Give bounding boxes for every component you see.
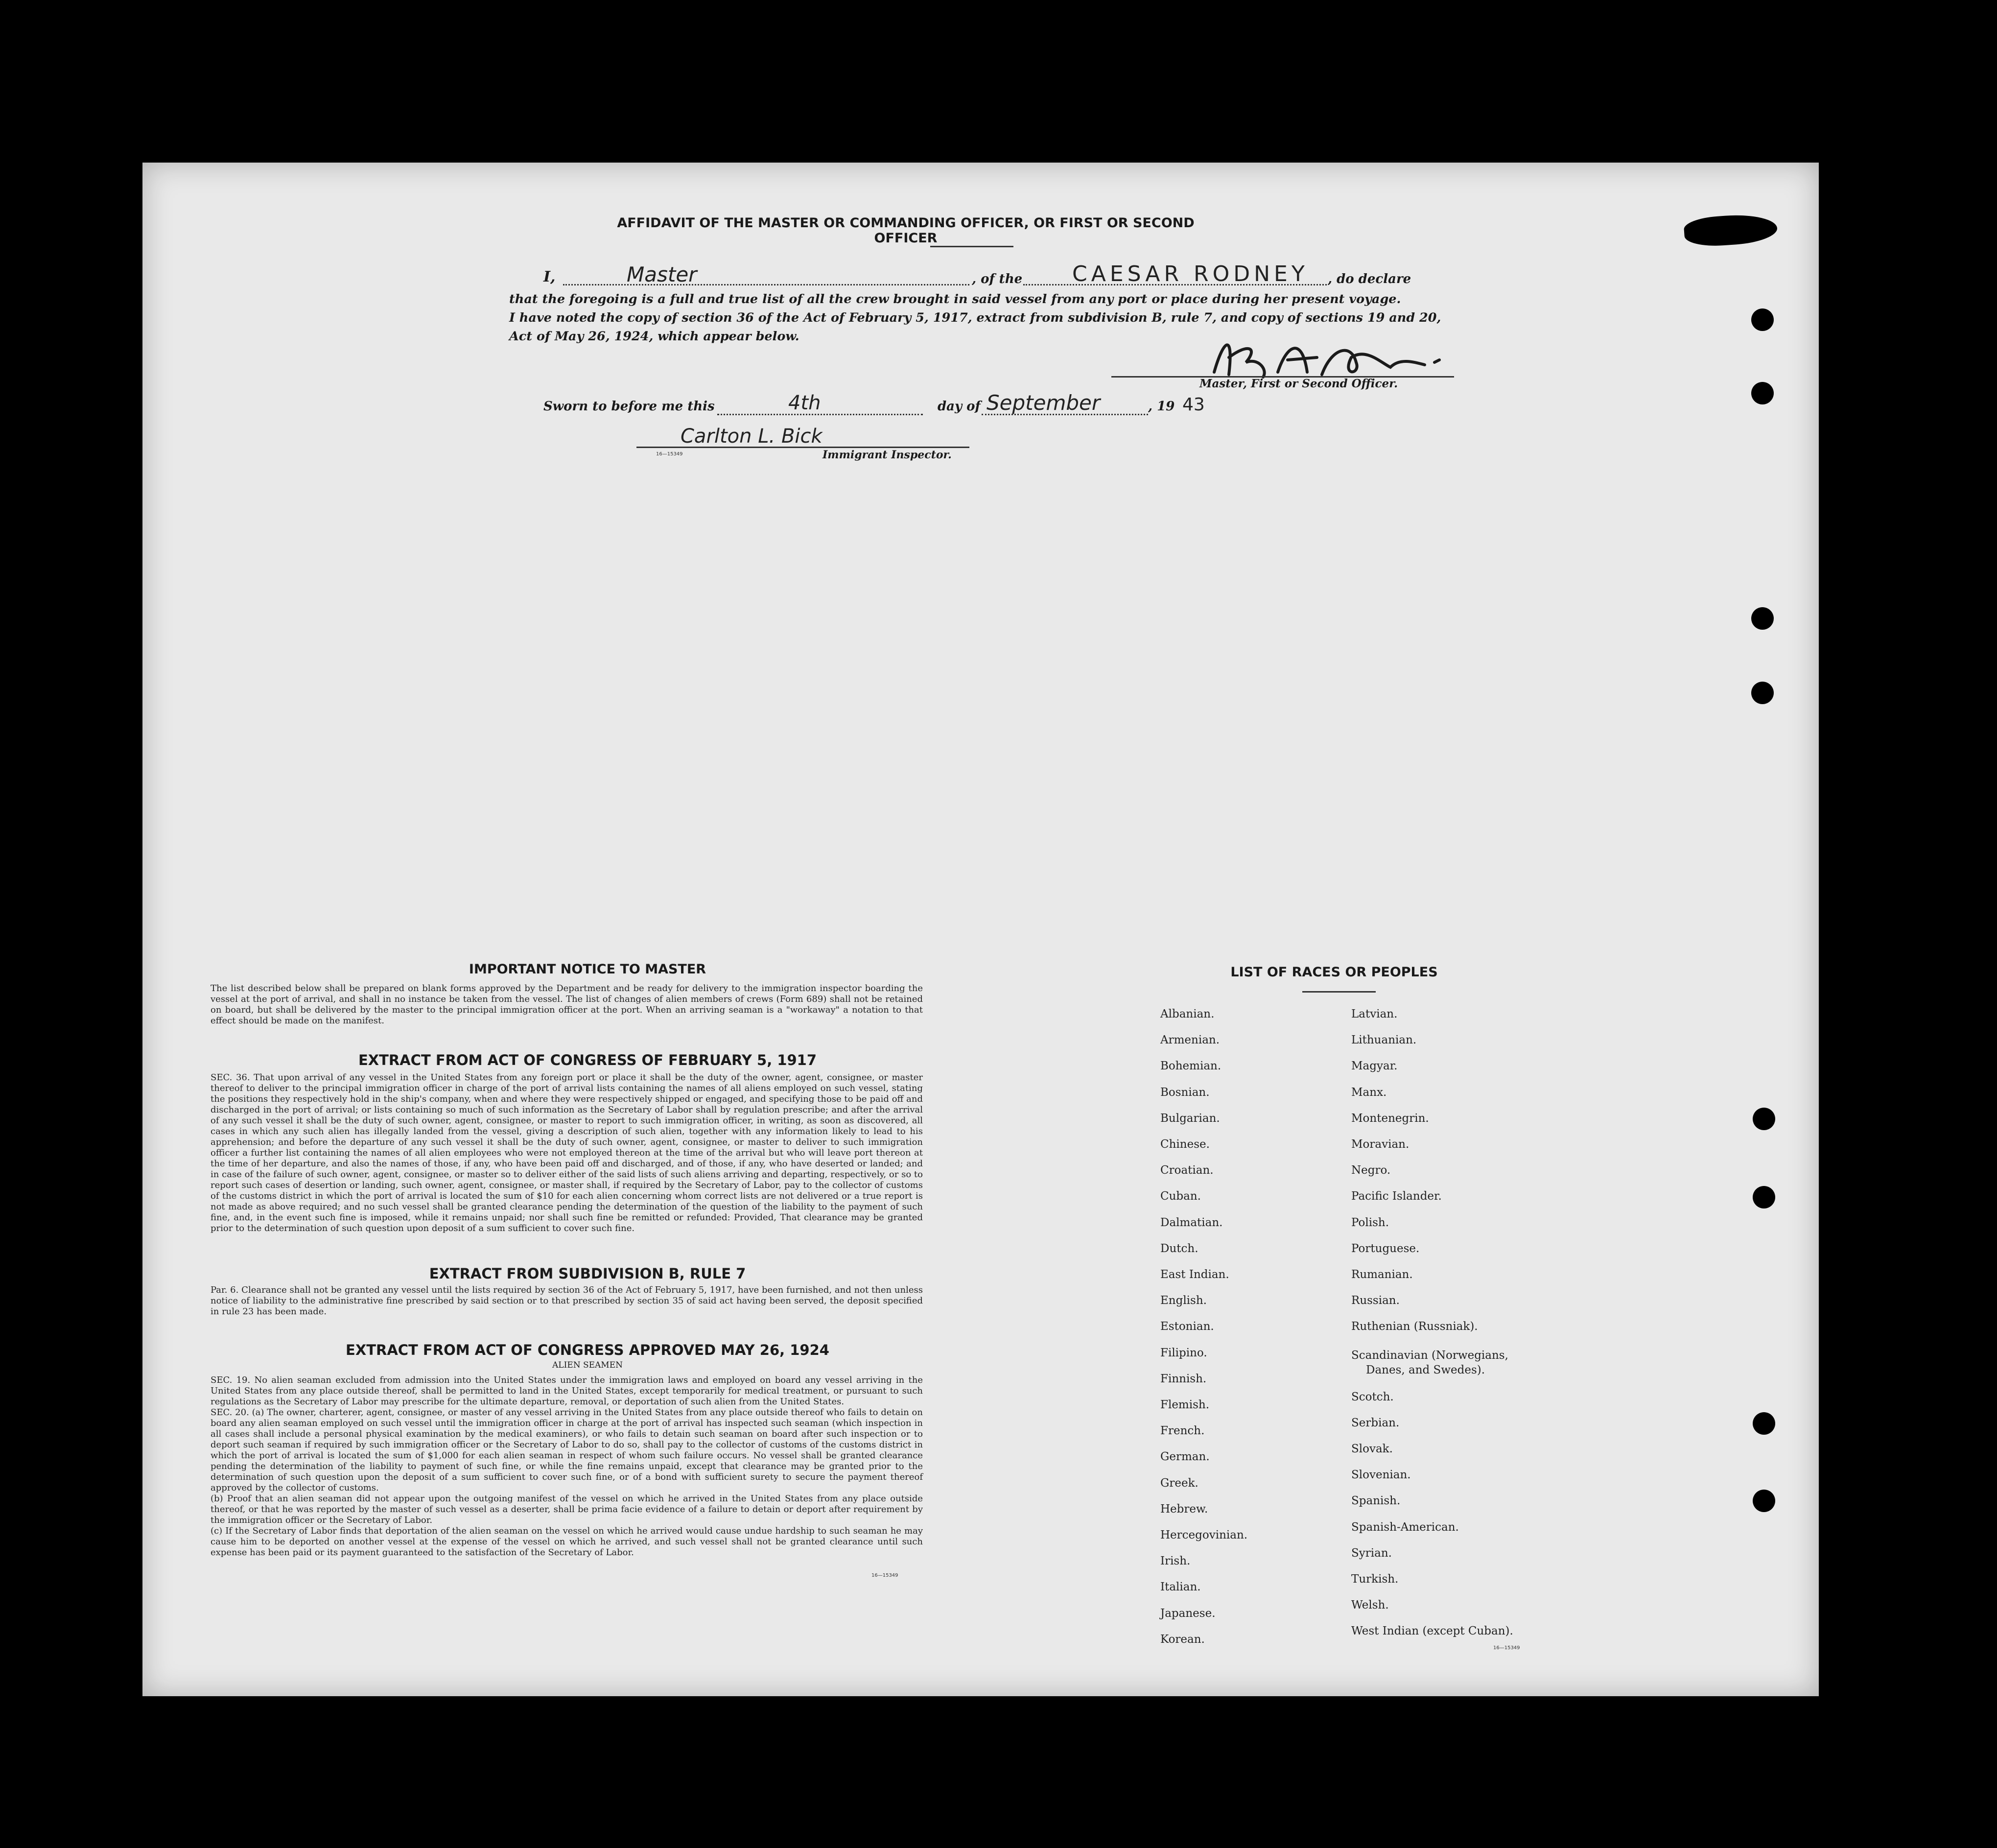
race-item: Magyar. <box>1351 1060 1398 1073</box>
race-item: Welsh. <box>1351 1599 1389 1612</box>
body-line-1: that the foregoing is a full and true list of all the crew brought in said vessel from any port or place during her present voyage. <box>509 292 1401 307</box>
punch-hole <box>1751 382 1774 404</box>
race-item: Moravian. <box>1351 1138 1410 1151</box>
inspector-caption: Immigrant Inspector. <box>822 449 952 461</box>
race-item: East Indian. <box>1160 1268 1229 1281</box>
extract-1924-title: EXTRACT FROM ACT OF CONGRESS APPROVED MAY 26, 1924 <box>346 1342 829 1358</box>
race-item: Croatian. <box>1160 1164 1214 1177</box>
year-printed: , 19 <box>1148 399 1175 414</box>
sec20a-text: SEC. 20. (a) The owner, charterer, agent, consignee, or master of any vessel arriving in the United States from any place outside thereof who fails to detain on board any alien seaman employed on such vessel until the immigration officer in charge at the port of arrival has inspected such seaman (which inspection in all cases shall include a personal physical examination by the medical examiners), or who fails to detain such seaman on board after such inspection or to deport such seaman if required by such immigration officer or the Secretary of Labor to do so, shall pay to the collector of customs of the customs district in which the port of arrival is located the sum of $1,000 for each alien seaman in respect of whom such failure occurs. No vessel shall be granted clearance pending the determination of the liability to payment of such fine, or while the fine remains unpaid, except that clearance may be granted prior to the determination of such question upon the deposit of a sum sufficient to cover such fine, or of a bond with sufficient surety to secure the payment thereof approved by the collector of customs. <box>211 1407 923 1493</box>
punch-hole <box>1753 1412 1775 1435</box>
extract-1924-subtitle: ALIEN SEAMEN <box>552 1360 623 1370</box>
race-item: West Indian (except Cuban). <box>1351 1625 1513 1638</box>
race-item: Spanish-American. <box>1351 1520 1459 1534</box>
punch-hole <box>1753 1108 1775 1130</box>
extract-rule7-text: Par. 6. Clearance shall not be granted any vessel until the lists required by section 36 of the Act of February 5, 1917, have been furnished, and not then unless notice of liability to the administrative fine prescribed by said section or to that prescribed by section 35 of said act having been served, the deposit specified in rule 23 has been made. <box>211 1285 923 1317</box>
title-underline <box>930 246 1013 247</box>
races-column-1 <box>1160 1001 1247 1653</box>
race-item: Lithuanian. <box>1351 1034 1417 1047</box>
race-item: Cuban. <box>1160 1190 1201 1203</box>
declare-label: , do declare <box>1328 272 1411 286</box>
extract-1924-body <box>211 1375 923 1558</box>
race-item: Latvian. <box>1351 1008 1398 1020</box>
punch-hole <box>1753 1490 1775 1512</box>
race-item: Pacific Islander. <box>1351 1190 1442 1203</box>
race-item: Bosnian. <box>1160 1086 1210 1099</box>
punch-hole <box>1751 607 1774 630</box>
race-item: Korean. <box>1160 1633 1205 1646</box>
race-item: Ruthenian (Russniak). <box>1351 1320 1478 1333</box>
vessel-handwritten: CAESAR RODNEY <box>1072 261 1309 286</box>
day-of-label: day of <box>938 399 981 414</box>
body-line-2: I have noted the copy of section 36 of the Act of February 5, 1917, extract from subdivision B, rule 7, and copy of sections 19 and 20, <box>509 310 1441 325</box>
race-item: Negro. <box>1351 1164 1391 1177</box>
race-item: Flemish. <box>1160 1398 1210 1412</box>
body-line-3: Act of May 26, 1924, which appear below. <box>509 329 799 344</box>
race-item: Hebrew. <box>1160 1502 1208 1516</box>
sec20b-text: (b) Proof that an alien seaman did not appear upon the outgoing manifest of the vessel on which he arrived in the United States from any place outside thereof, or that he was reported by the master of such vessel as a deserter, shall be prima facie evidence of a failure to detain or deport after requirement by the immigration officer or the Secretary of Labor. <box>211 1493 923 1525</box>
race-item: Russian. <box>1351 1294 1400 1307</box>
affidavit-title: AFFIDAVIT OF THE MASTER OR COMMANDING OFFICER, OR FIRST OR SECOND OFFICER <box>617 215 1195 246</box>
race-item: Portuguese. <box>1351 1242 1420 1255</box>
notice-text: The list described below shall be prepared on blank forms approved by the Department and be ready for delivery to the immigration inspector boarding the vessel at the port of arrival, and shall in no instance be taken from the vessel. The list of changes of alien members of crews (Form 689) shall not be retained on board, but shall be delivered by the master to the principal immigration officer at the port. When an arriving seaman is a "workaway" a notation to that effect should be made on the manifest. <box>211 983 923 1026</box>
races-title-underline <box>1302 991 1376 993</box>
signer-caption: Master, First or Second Officer. <box>1199 377 1398 390</box>
sec19-text: SEC. 19. No alien seaman excluded from admission into the United States under the immigration laws and employed on board any vessel arriving in the United States from any place outside thereof, shall be permitted to land in the United States, except temporarily for medical treatment, or pursuant to such regulations as the Secretary of Labor may prescribe for the ultimate departure, removal, or deportation of such alien from the United States. <box>211 1375 923 1407</box>
extract-1917-title: EXTRACT FROM ACT OF CONGRESS OF FEBRUARY 5, 1917 <box>358 1052 817 1068</box>
form-number-affidavit: 16—15349 <box>656 451 683 457</box>
race-item: Italian. <box>1160 1581 1201 1594</box>
race-item: Armenian. <box>1160 1034 1220 1047</box>
race-item: Manx. <box>1351 1086 1387 1099</box>
race-item: Syrian. <box>1351 1546 1392 1560</box>
race-item: English. <box>1160 1294 1207 1307</box>
race-item: Dalmatian. <box>1160 1216 1223 1229</box>
extract-rule7-title: EXTRACT FROM SUBDIVISION B, RULE 7 <box>429 1265 746 1282</box>
of-the-label: , of the <box>972 272 1023 286</box>
race-item: Spanish. <box>1351 1494 1401 1508</box>
race-item: Chinese. <box>1160 1138 1210 1151</box>
officer-handwritten: Master <box>627 262 697 286</box>
form-number-extract: 16—15349 <box>871 1573 898 1578</box>
sworn-label: Sworn to before me this <box>543 399 715 414</box>
race-item: Turkish. <box>1351 1573 1399 1586</box>
race-item: Dutch. <box>1160 1242 1198 1255</box>
punch-hole <box>1751 682 1774 704</box>
race-item: Bohemian. <box>1160 1060 1222 1073</box>
race-item: French. <box>1160 1424 1205 1438</box>
inspector-line <box>636 447 969 448</box>
race-item: Hercegovinian. <box>1160 1529 1248 1542</box>
race-item: Filipino. <box>1160 1346 1207 1359</box>
race-item: Slovenian. <box>1351 1469 1411 1482</box>
race-item: Estonian. <box>1160 1320 1214 1333</box>
races-column-2 <box>1351 1001 1513 1645</box>
form-number-races: 16—15349 <box>1493 1645 1520 1651</box>
punch-hole <box>1751 308 1774 331</box>
sec20c-text: (c) If the Secretary of Labor finds that deportation of the alien seaman on the vessel on which he arrived would cause undue hardship to such seaman he may cause him to be deported on another vessel at the expense of the vessel on which he arrived, and such vessel shall not be granted clearance until such expense has been paid or its payment guaranteed to the satisfaction of the Secretary of Labor. <box>211 1526 923 1558</box>
race-item: Montenegrin. <box>1351 1112 1429 1125</box>
race-item: German. <box>1160 1450 1210 1464</box>
race-item: Albanian. <box>1160 1008 1215 1020</box>
inspector-handwritten: Carlton L. Bick <box>681 425 822 448</box>
race-item: Rumanian. <box>1351 1268 1413 1281</box>
race-item: Finnish. <box>1160 1372 1207 1385</box>
officer-line <box>563 284 969 285</box>
race-item: Greek. <box>1160 1476 1198 1490</box>
race-item: Scandinavian (Norwegians, <box>1351 1349 1508 1362</box>
day-handwritten: 4th <box>788 392 821 414</box>
race-item: Irish. <box>1160 1555 1191 1568</box>
race-item: Bulgarian. <box>1160 1112 1220 1125</box>
races-title: LIST OF RACES OR PEOPLES <box>1230 965 1438 980</box>
i-label: I, <box>543 268 556 285</box>
notice-title: IMPORTANT NOTICE TO MASTER <box>469 962 706 977</box>
race-item: Serbian. <box>1351 1416 1400 1429</box>
race-item: Polish. <box>1351 1216 1389 1229</box>
extract-1917-text: SEC. 36. That upon arrival of any vessel in the United States from any foreign port or place it shall be the duty of the owner, agent, consignee, or master thereof to deliver to the principal immigration officer in charge of the port of arrival lists containing the names of all aliens employed on such vessel, stating the positions they respectively hold in the ship's company, when and where they were respectively shipped or engaged, and specifying those to be paid off and discharged in the port of arrival; or lists containing so much of such information as the Secretary of Labor shall by regulation prescribe; and after the arrival of any such vessel it shall be the duty of such owner, agent, consignee, or master to report to such immigration officer, in writing, as soon as discovered, all cases in which any such alien has illegally landed from the vessel, giving a description of such alien, together with any information likely to lead to his apprehension; and before the departure of any such vessel it shall be the duty of such owner, agent, consignee, or master to deliver to such immigration officer a further list containing the names of all alien employees who were not employed thereon at the time of the arrival but who will leave port thereon at the time of her departure, and also the names of those, if any, who have been paid off and discharged, and of those, if any, who have deserted or landed; and in case of the failure of such owner, agent, consignee, or master so to deliver either of the said lists of such aliens arriving and departing, respectively, or so to report such cases of desertion or landing, such owner, agent, consignee, or master shall, if required by the Secretary of Labor, pay to the collector of customs of the customs district in which the port of arrival is located the sum of $10 for each alien concerning whom correct lists are not delivered or a true report is not made as above required; and no such vessel shall be granted clearance pending the determination of the question of the liability to the payment of such fine, and, in the event such fine is imposed, while it remains unpaid; nor shall such fine be remitted or refunded: Provided, That clearance may be granted prior to the determination of such question upon deposit of a sum sufficient to cover such fine. <box>211 1072 923 1233</box>
race-item: Slovak. <box>1351 1443 1393 1456</box>
race-item: Danes, and Swedes). <box>1366 1363 1485 1376</box>
race-item: Japanese. <box>1160 1607 1216 1620</box>
month-handwritten: September <box>987 391 1101 415</box>
punch-hole <box>1753 1186 1775 1208</box>
year-handwritten: 43 <box>1182 395 1205 415</box>
race-item: Scotch. <box>1351 1390 1394 1403</box>
